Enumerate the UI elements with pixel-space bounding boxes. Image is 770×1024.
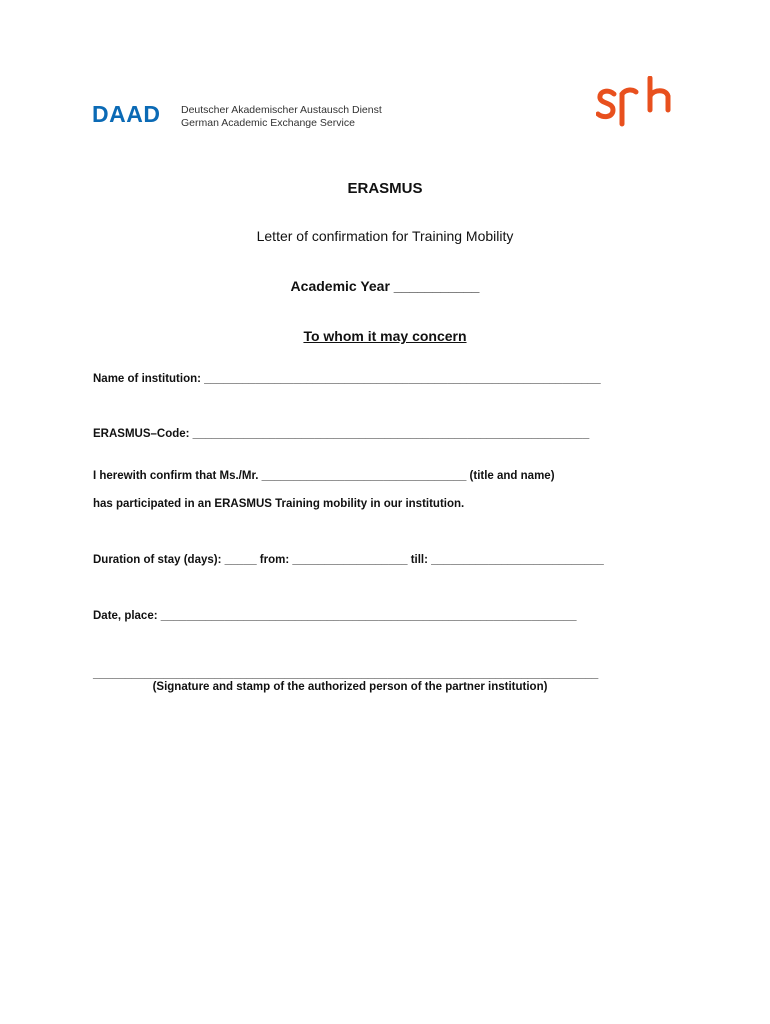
salutation: To whom it may concern [303, 328, 467, 344]
document-subtitle: Letter of confirmation for Training Mobility [256, 228, 514, 244]
participation-statement: has participated in an ERASMUS Training mobility in our institution. [93, 498, 465, 510]
daad-name-english: German Academic Exchange Service [181, 117, 355, 129]
srh-logo [596, 76, 680, 128]
document-title: ERASMUS [347, 180, 423, 197]
erasmus-code-field[interactable]: ERASMUS–Code: ______________________________________________________________ [93, 428, 590, 440]
daad-logo: DAAD [92, 101, 161, 127]
participant-name-field[interactable]: I herewith confirm that Ms./Mr. ________________________________ (title and name) [93, 470, 555, 482]
signature-line[interactable]: _______________________________________________________________________________ [93, 668, 599, 680]
academic-year-field[interactable]: Academic Year ___________ [290, 278, 480, 294]
institution-name-field[interactable]: Name of institution: ______________________________________________________________ [93, 373, 601, 385]
duration-of-stay-field[interactable]: Duration of stay (days): _____ from: __________________ till: ___________________________ [93, 554, 604, 566]
daad-name-german: Deutscher Akademischer Austausch Dienst [181, 104, 382, 116]
signature-caption: (Signature and stamp of the authorized person of the partner institution) [152, 681, 548, 693]
date-place-field[interactable]: Date, place: _________________________________________________________________ [93, 610, 577, 622]
